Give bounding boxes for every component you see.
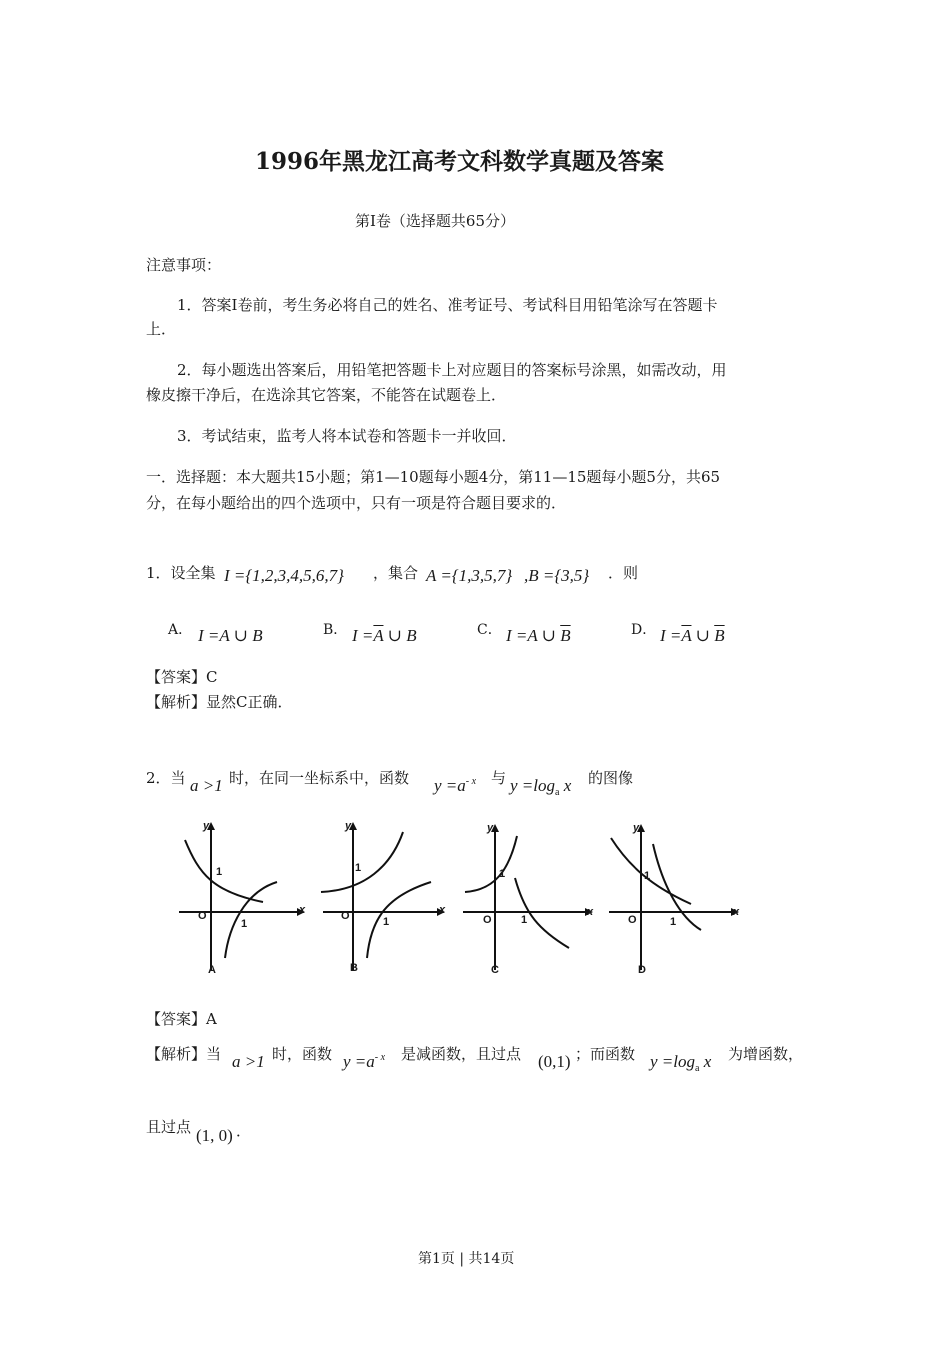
graph-a-label: A [208,964,216,976]
q1-option-d-expr: $I =\overline{A}$ ∪ $\overline{B}$ [660,626,725,645]
notice-item-2-cont: 橡皮擦干净后，在选涂其它答案，不能答在试题卷上． [146,386,507,404]
q2-analysis-f1: $y =a^{- x}$ [343,1052,386,1071]
q2-stem: 2．当 [146,769,186,787]
q1-stem: 1．设全集 [146,564,216,582]
q1-option-b-label: B． [323,622,348,638]
q1-stem-mid: ，集合 [373,564,419,582]
section-subtitle: 第Ⅰ卷（选择题共65分） [355,212,516,230]
graph-d-y-label: y [633,822,640,834]
graph-a-origin: O [198,910,207,922]
q2-analysis-t4: 为增函数， [728,1045,804,1063]
q1-option-a-label: A． [168,622,193,638]
graph-c-x-label: x [587,906,594,918]
q2-stem-and: 与 [491,769,507,787]
q2-analysis-t5: 且过点 [146,1118,192,1136]
q1-analysis: 【解析】显然C正确． [146,693,293,711]
graph-d-one-x: 1 [670,916,677,928]
q2-func-log: $y =\log_a$ x [510,776,572,798]
notice-item-2: 2．每小题选出答案后，用铅笔把答题卡上对应题目的答案标号涂黑，如需改动，用 [177,361,727,379]
q1-option-a-expr: I =A ∪ B [198,626,263,645]
q2-analysis-p2: (1, 0) [196,1126,233,1145]
graph-b-origin: O [341,910,350,922]
graph-b-one-x: 1 [383,916,390,928]
graph-b-label: B [350,962,358,974]
q2-func-log-base: a [555,787,560,798]
q1-set-B: ,B ={3,5} [524,566,590,585]
q1-answer: 【答案】C [146,668,218,686]
graph-a-x-label: x [299,904,306,916]
q1-option-c-expr: I =A ∪ $\overline{B}$ [506,626,571,645]
q2-answer: 【答案】A [146,1010,217,1028]
notice-heading: 注意事项： [146,256,222,274]
q2-analysis-t1: 时，函数 [272,1045,333,1063]
q1-option-b-expr: $I =\overline{A}$ ∪ B [352,626,417,645]
q1-option-c-label: C． [477,622,502,638]
q2-analysis-f1-power: - x [374,1052,386,1063]
q2-analysis-t3: ；而函数 [575,1045,636,1063]
page-footer: 第1页 | 共14页 [418,1251,515,1267]
q2-analysis-f2: $y =\log_a$ x [650,1052,712,1074]
graph-c-origin: O [483,914,492,926]
q1-set-I: I ={1,2,3,4,5,6,7} [224,566,344,585]
q2-condition: a >1 [190,776,223,795]
q2-stem-end: 的图像 [588,769,634,787]
q1-set-A: A ={1,3,5,7} [426,566,513,585]
q2-analysis-f2-base: a [695,1063,700,1074]
graph-a-one-y: 1 [216,866,223,878]
q1-option-d-label: D． [631,622,657,638]
q1-stem-end: ．则 [608,564,639,582]
q2-func-exp-power: - x [465,776,477,787]
graph-b-one-y: 1 [355,862,362,874]
section-instructions-cont: 分，在每小题给出的四个选项中，只有一项是符合题目要求的． [146,494,567,512]
graph-c-y-label: y [487,822,494,834]
notice-item-1-cont: 上． [146,320,177,338]
graph-b-y-label: y [345,820,352,832]
q2-analysis-t2: 是减函数，且过点 [401,1045,522,1063]
graph-b-x-label: x [439,904,446,916]
graph-d-origin: O [628,914,637,926]
notice-item-3: 3．考试结束，监考人将本试卷和答题卡一并收回． [177,427,517,445]
section-instructions: 一．选择题：本大题共15小题；第1—10题每小题4分，第11—15题每小题5分，共65 [146,468,721,486]
graph-a-one-x: 1 [241,918,248,930]
graph-c-one-y: 1 [499,868,506,880]
graph-d-one-y: 1 [644,870,651,882]
q2-func-exp: $y =a^{- x}$ [434,776,477,795]
graph-d-x-label: x [733,906,740,918]
q2-analysis-prefix: 【解析】当 [146,1045,222,1063]
q2-analysis-t6: ． [236,1122,252,1140]
q2-analysis-cond: a >1 [232,1052,265,1071]
graph-c-one-x: 1 [521,914,528,926]
q2-analysis-p1: (0,1) [538,1052,571,1071]
notice-item-1: 1．答案Ⅰ卷前，考生务必将自己的姓名、准考证号、考试科目用铅笔涂写在答题卡 [177,296,718,314]
graph-c-label: C [491,964,499,976]
graph-a-y-label: y [203,820,210,832]
page-title: 1996年黑龙江高考文科数学真题及答案 [255,148,665,175]
q2-stem-text: 时，在同一坐标系中，函数 [229,769,410,787]
graph-d-label: D [638,964,646,976]
